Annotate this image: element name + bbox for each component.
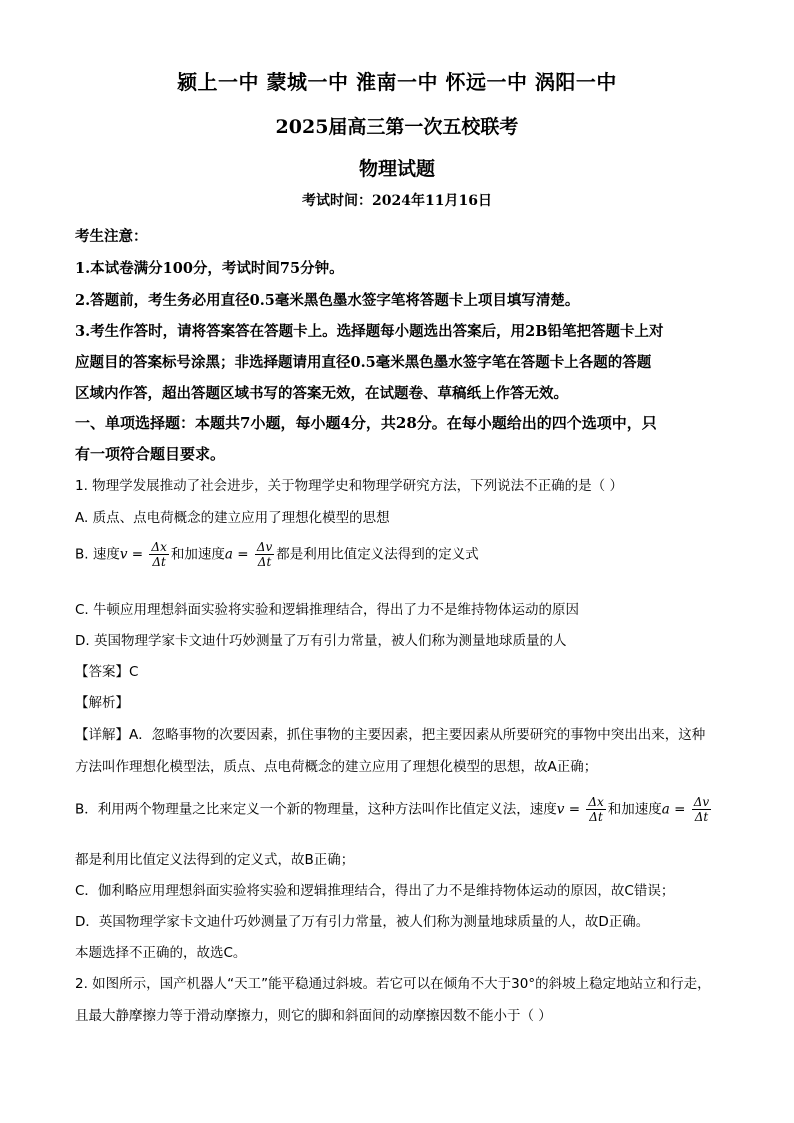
formula-v-symbol: v (119, 546, 128, 563)
formula-equals: = (564, 801, 585, 818)
answer-label: 【答案】C (75, 664, 139, 680)
notice-item-3-line-3: 区域内作答，超出答题区域书写的答案无效，在试题卷、草稿纸上作答无效。 (75, 385, 568, 402)
notice-title: 考生注意： (75, 228, 148, 245)
question-1-option-c: C. 牛顿应用理想斜面实验将实验和逻辑推理结合，得出了力不是维持物体运动的原因 (75, 602, 580, 618)
formula-v-symbol: v (556, 801, 565, 818)
formula-velocity-fraction (586, 795, 605, 824)
detail-c: C．伽利略应用理想斜面实验将实验和逻辑推理结合，得出了力不是维持物体运动的原因，故C错误； (75, 883, 675, 899)
notice-item-3-line-1: 3.考生作答时，请将答案答在答题卡上。选择题每小题选出答案后，用2B铅笔把答题卡上对 (75, 323, 664, 340)
schools-header: 颍上一中 蒙城一中 淮南一中 怀远一中 涡阳一中 (177, 70, 617, 94)
fraction-denominator-dt: Δt (152, 555, 166, 569)
fraction-numerator-dx: Δx (151, 540, 167, 554)
formula-equals: = (232, 546, 253, 563)
detail-b-line-2: 都是利用比值定义法得到的定义式，故B正确； (75, 852, 355, 868)
question-1-option-a: A. 质点、点电荷概念的建立应用了理想化模型的思想 (75, 510, 390, 526)
formula-acceleration-fraction (255, 540, 274, 569)
section-1-line-2: 有一项符合题目要求。 (75, 445, 226, 463)
detail-b-prefix: B．利用两个物理量之比来定义一个新的物理量，这种方法叫作比值定义法，速度 (75, 801, 557, 818)
option-b-middle: 和加速度 (170, 546, 225, 563)
fraction-denominator-dt: Δt (694, 810, 709, 824)
exam-title: 2025届高三第一次五校联考 (275, 116, 519, 138)
formula-acceleration-fraction (692, 795, 711, 824)
question-1-option-d: D. 英国物理学家卡文迪什巧妙测量了万有引力常量，被人们称为测量地球质量的人 (75, 633, 567, 649)
detail-b-middle: 和加速度 (607, 801, 662, 818)
detail-line-2: 方法叫作理想化模型法，质点、点电荷概念的建立应用了理想化模型的思想，故A正确； (75, 759, 598, 775)
notice-item-2: 2.答题前，考生务必用直径0.5毫米黑色墨水签字笔将答题卡上项目填写清楚。 (75, 292, 580, 309)
option-b-prefix: B. 速度 (75, 546, 120, 563)
notice-item-1: 1.本试卷满分100分，考试时间75分钟。 (75, 260, 344, 277)
fraction-numerator-dv: Δv (256, 540, 273, 554)
question-1-stem: 1. 物理学发展推动了社会进步，关于物理学史和物理学研究方法，下列说法不正确的是（ ） (75, 478, 623, 494)
option-b-suffix: 都是利用比值定义法得到的定义式 (276, 546, 479, 563)
section-1-line-1: 一、单项选择题：本题共7小题，每小题4分，共28分。在每小题给出的四个选项中，只 (75, 414, 657, 432)
question-2-line-1: 2. 如图所示，国产机器人“天工”能平稳通过斜坡。若它可以在倾角不大于30°的斜坡上稳定地站立和行走， (75, 976, 711, 992)
fraction-denominator-dt: Δt (257, 555, 272, 569)
detail-d: D．英国物理学家卡文迪什巧妙测量了万有引力常量，被人们称为测量地球质量的人，故D正确。 (75, 914, 650, 930)
analysis-label: 【解析】 (75, 695, 129, 711)
formula-a-symbol: a (661, 801, 670, 818)
question-1-option-b (75, 540, 479, 569)
formula-equals: = (127, 546, 148, 563)
fraction-denominator-dt: Δt (589, 810, 603, 824)
formula-velocity-fraction (149, 540, 168, 569)
formula-equals: = (669, 801, 690, 818)
detail-b-line-1 (75, 795, 713, 824)
subject-title: 物理试题 (358, 158, 435, 180)
question-2-line-2: 且最大静摩擦力等于滑动摩擦力，则它的脚和斜面间的动摩擦因数不能小于（ ） (75, 1008, 552, 1024)
fraction-numerator-dv: Δv (693, 795, 710, 809)
notice-item-3-line-2: 应题目的答案标号涂黑；非选择题请用直径0.5毫米黑色墨水签字笔在答题卡上各题的答题 (75, 354, 652, 371)
exam-time: 考试时间：2024年11月16日 (302, 193, 492, 209)
detail-line-1: 【详解】A．忽略事物的次要因素，抓住事物的主要因素，把主要因素从所要研究的事物中突出出来，这种 (75, 727, 706, 743)
formula-a-symbol: a (224, 546, 233, 563)
conclusion: 本题选择不正确的，故选C。 (75, 945, 247, 961)
fraction-numerator-dx: Δx (588, 795, 604, 809)
